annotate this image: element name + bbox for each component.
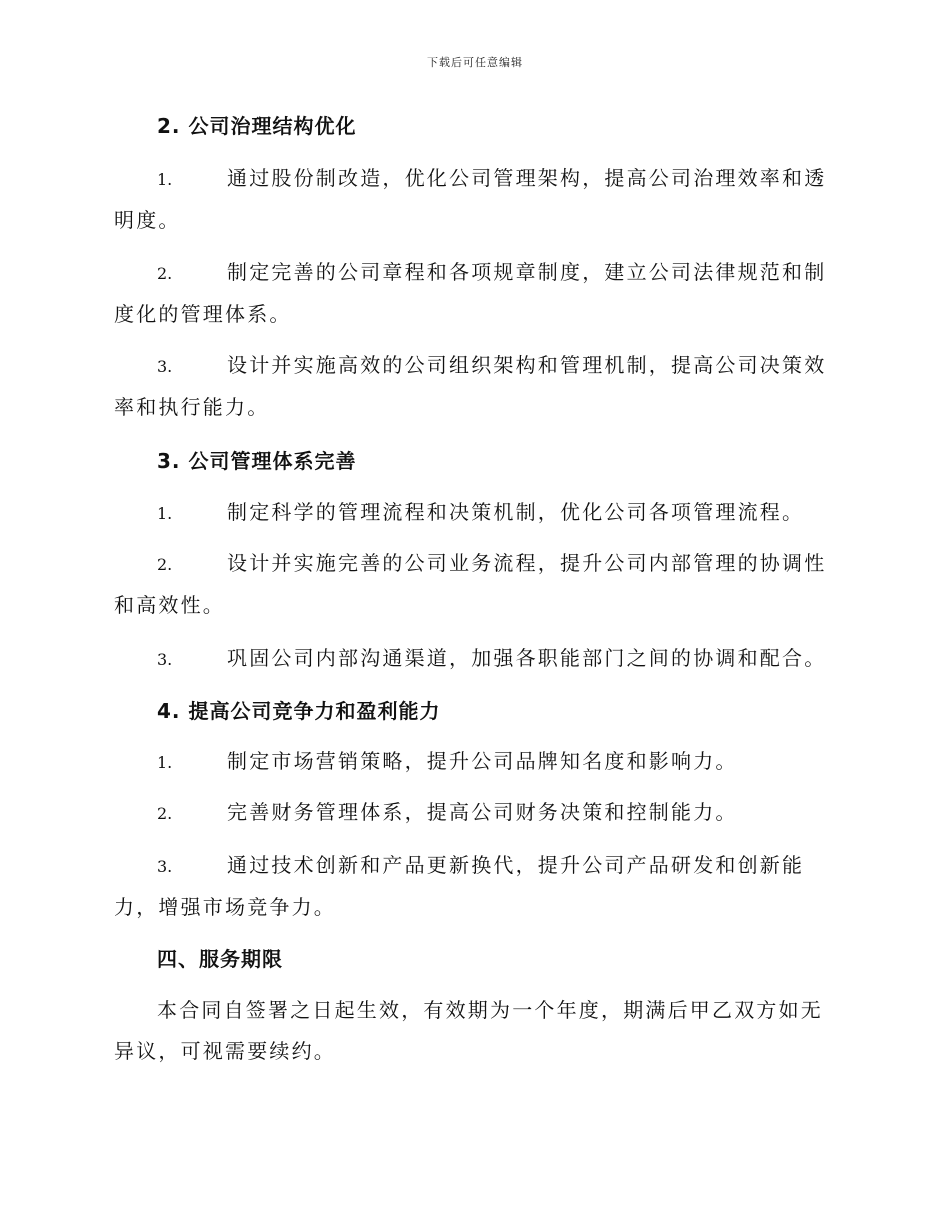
section-heading: 四、服务期限 [157,947,283,971]
item-number: 2. [157,555,173,574]
item-number: 2. [157,264,173,283]
list-item [114,792,832,834]
section-heading: 4. 提高公司竞争力和盈利能力 [157,699,441,723]
item-text: 设计并实施高效的公司组织架构和管理机制，提高公司决策效率和执行能力。 [114,353,827,419]
list-item [114,638,832,680]
list-item [114,492,832,534]
list-item [114,845,832,928]
item-number: 2. [157,804,173,823]
item-text: 制定完善的公司章程和各项规章制度，建立公司法律规范和制度化的管理体系。 [114,260,827,326]
item-number: 1. [157,170,173,189]
page-header: 下载后可任意编辑 [427,56,523,69]
item-text: 巩固公司内部沟通渠道，加强各职能部门之间的协调和配合。 [227,646,827,670]
item-number: 1. [157,753,173,772]
section-heading: 2. 公司治理结构优化 [157,114,357,138]
section-heading: 3. 公司管理体系完善 [157,449,357,473]
list-item [114,158,832,241]
item-number: 3. [157,357,173,376]
paragraph: 本合同自签署之日起生效，有效期为一个年度，期满后甲乙双方如无异议，可视需要续约。 [114,998,823,1063]
list-item [114,543,832,626]
item-number: 1. [157,504,173,523]
item-text: 完善财务管理体系，提高公司财务决策和控制能力。 [227,800,738,824]
item-number: 3. [157,650,173,669]
item-text: 通过技术创新和产品更新换代，提升公司产品研发和创新能力，增强市场竞争力。 [114,853,805,919]
list-item [114,252,832,335]
item-text: 通过股份制改造，优化公司管理架构，提高公司治理效率和透明度。 [114,166,827,232]
item-text: 制定科学的管理流程和决策机制，优化公司各项管理流程。 [227,500,805,524]
list-item [114,345,832,428]
item-number: 3. [157,857,173,876]
item-text: 设计并实施完善的公司业务流程，提升公司内部管理的协调性和高效性。 [114,551,827,617]
list-item [114,741,832,783]
item-text: 制定市场营销策略，提升公司品牌知名度和影响力。 [227,749,738,773]
